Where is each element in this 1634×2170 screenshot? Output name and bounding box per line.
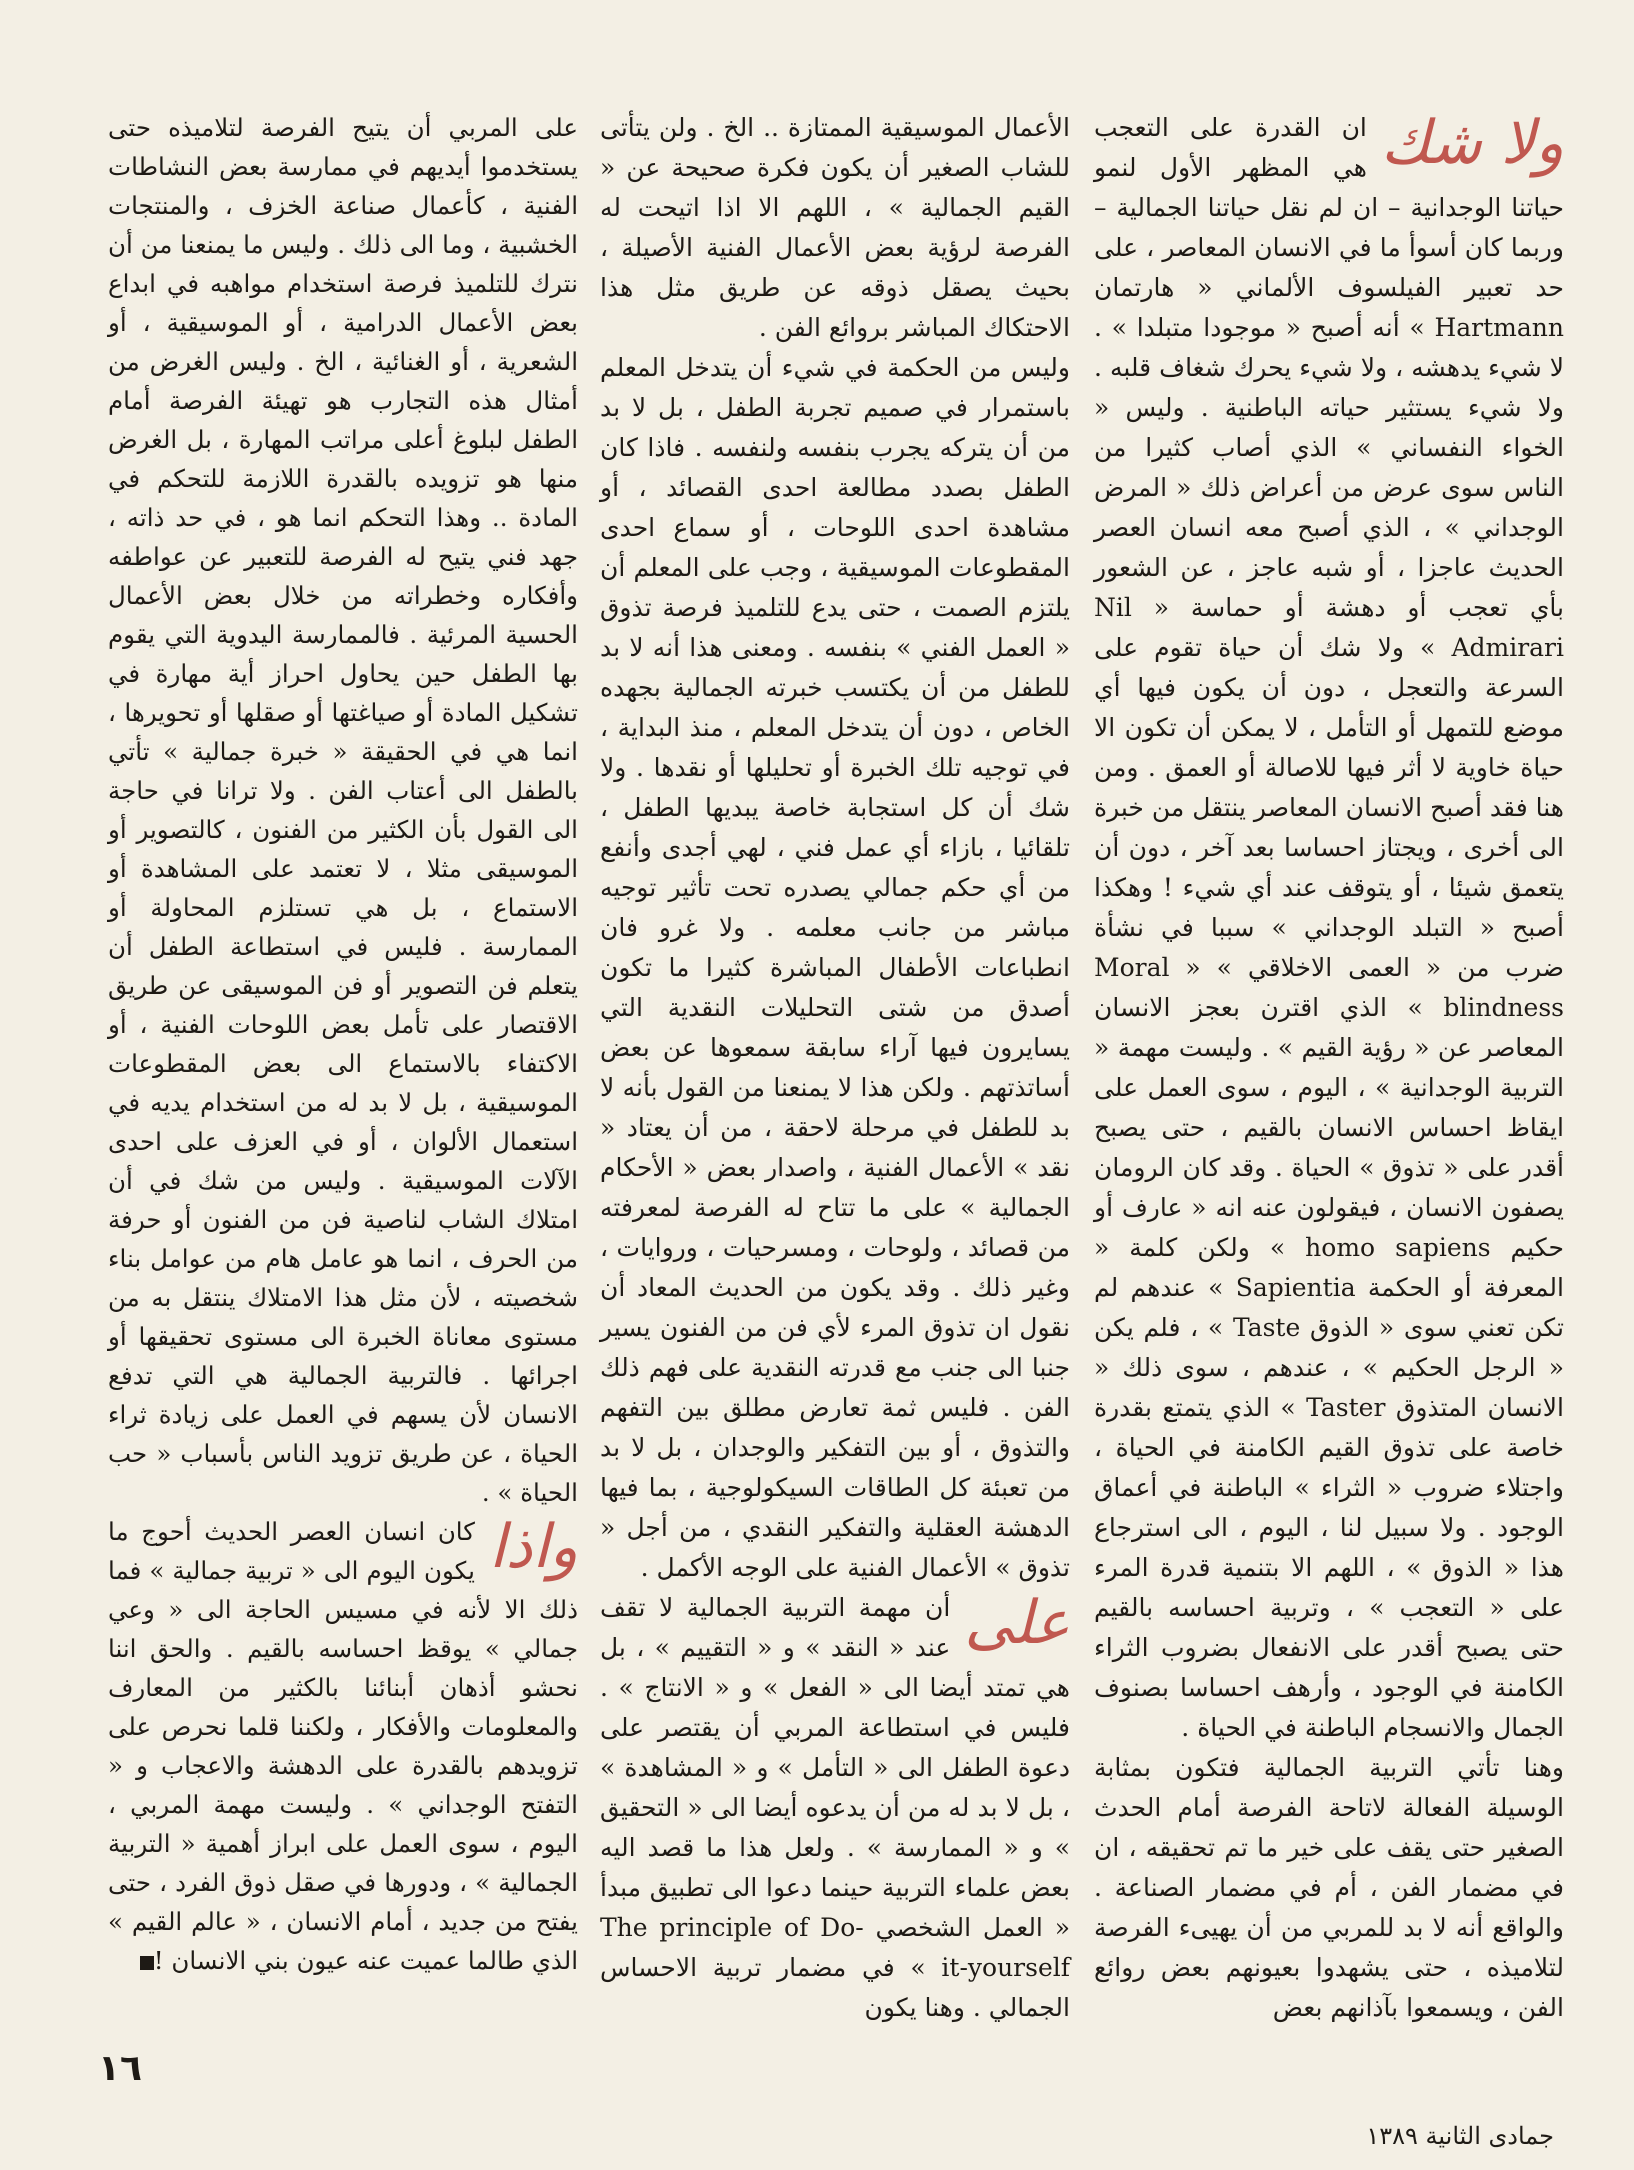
article-column-left: [108, 108, 578, 1980]
section-dropcap-wala-shak: ولا شك: [1380, 108, 1564, 178]
paragraph: وهنا تأتي التربية الجمالية فتكون بمثابة الوسيلة الفعالة لاتاحة الفرصة أمام الحدث الصغير حتى يقف على خير ما تم تحقيقه ، ان في مضمار الفن ، أم في مضمار الصناعة . والواقع أنه لا بد للمربي من أن يهيىء الفرصة لتلاميذه ، حتى يشهدوا بعيونهم بعض روائع الفن ، ويسمعوا بآذانهم بعض: [1094, 1753, 1564, 2022]
paragraph: ان القدرة على التعجب هي المظهر الأول لنمو حياتنا الوجدانية – ان لم نقل حياتنا الجمالية – وربما كان أسوأ ما في الانسان المعاصر ، على حد تعبير الفيلسوف الألماني « هارتمان Hartmann » أنه أصبح « موجودا متبلدا » . لا شيء يدهشه ، ولا شيء يحرك شغاف قلبه . ولا شيء يستثير حياته الباطنية . وليس « الخواء النفساني » الذي أصاب كثيرا من الناس سوى عرض من أعراض ذلك « المرض الوجداني » ، الذي أصبح معه انسان العصر الحديث عاجزا ، أو شبه عاجز ، عن الشعور بأي تعجب أو دهشة أو حماسة « Nil Admirari » ولا شك أن حياة تقوم على السرعة والتعجل ، دون أن يكون فيها أي موضع للتمهل أو التأمل ، لا يمكن أن تكون الا حياة خاوية لا أثر فيها للاصالة أو العمق . ومن هنا فقد أصبح الانسان المعاصر ينتقل من خبرة الى أخرى ، ويجتاز احساسا بعد آخر ، دون أن يتعمق شيئا ، أو يتوقف عند أي شيء ! وهكذا أصبح « التبلد الوجداني » سببا في نشأة ضرب من « العمى الاخلاقي » « Moral blindness » الذي اقترن بعجز الانسان المعاصر عن « رؤية القيم » . وليست مهمة « التربية الوجدانية » ، اليوم ، سوى العمل على ايقاظ احساس الانسان بالقيم ، حتى يصبح أقدر على « تذوق » الحياة . وقد كان الرومان يصفون الانسان ، فيقولون عنه انه « عارف أو حكيم homo sapiens » ولكن كلمة « المعرفة أو الحكمة Sapientia » عندهم لم تكن تعني سوى « الذوق Taste » ، فلم يكن « الرجل الحكيم » ، عندهم ، سوى ذلك « الانسان المتذوق Taster » الذي يتمتع بقدرة خاصة على تذوق القيم الكامنة في الحياة ، واجتلاء ضروب « الثراء » الباطنة في أعماق الوجود . ولا سبيل لنا ، اليوم ، الى استرجاع هذا « الذوق » ، اللهم الا بتنمية قدرة المرء على « التعجب » ، وتربية احساسه بالقيم حتى يصبح أقدر على الانفعال بضروب الثراء الكامنة في الوجود ، وأرهف احساسا بصنوف الجمال والانسجام الباطنة في الحياة .: [1094, 113, 1564, 1742]
article-column-right: [1094, 108, 1564, 2028]
end-of-article-mark: [140, 1956, 154, 1970]
issue-date: جمادى الثانية ١٣٨٩: [1366, 2122, 1554, 2150]
paragraph: [108, 1512, 578, 1980]
page-number: ١٦: [98, 2048, 142, 2089]
paragraph: أن مهمة التربية الجمالية لا تقف عند « النقد » و « التقييم » ، بل هي تمتد أيضا الى « الفعل » و « الانتاج » . فليس في استطاعة المربي أن يقتصر على دعوة الطفل الى « التأمل » و « المشاهدة » ، بل لا بد له من أن يدعوه أيضا الى « التحقيق » و « الممارسة » . ولعل هذا ما قصد اليه بعض علماء التربية حينما دعوا الى تطبيق مبدأ « العمل الشخصي The principle of Do-it-yourself » في مضمار تربية الاحساس الجمالي . وهنا يكون: [600, 1593, 1070, 2022]
paragraph: على المربي أن يتيح الفرصة لتلاميذه حتى يستخدموا أيديهم في ممارسة بعض النشاطات الفنية ، كأعمال صناعة الخزف ، والمنتجات الخشبية ، وما الى ذلك . وليس ما يمنعنا من أن نترك للتلميذ فرصة استخدام مواهبه في ابداع بعض الأعمال الدرامية ، أو الموسيقية ، أو الشعرية ، أو الغنائية ، الخ . وليس الغرض من أمثال هذه التجارب هو تهيئة الفرصة أمام الطفل لبلوغ أعلى مراتب المهارة ، بل الغرض منها هو تزويده بالقدرة اللازمة للتحكم في المادة .. وهذا التحكم انما هو ، في حد ذاته ، جهد فني يتيح له الفرصة للتعبير عن عواطفه وأفكاره وخطراته من خلال بعض الأعمال الحسية المرئية . فالممارسة اليدوية التي يقوم بها الطفل حين يحاول احراز أية مهارة في تشكيل المادة أو صياغتها أو صقلها أو تحويرها ، انما هي في الحقيقة « خبرة جمالية » تأتي بالطفل الى أعتاب الفن . ولا ترانا في حاجة الى القول بأن الكثير من الفنون ، كالتصوير أو الموسيقى مثلا ، لا تعتمد على المشاهدة أو الاستماع ، بل هي تستلزم المحاولة أو الممارسة . فليس في استطاعة الطفل أن يتعلم فن التصوير أو فن الموسيقى عن طريق الاقتصار على تأمل بعض اللوحات الفنية ، أو الاكتفاء بالاستماع الى بعض المقطوعات الموسيقية ، بل لا بد له من استخدام يديه في استعمال الألوان ، أو في العزف على احدى الآلات الموسيقية . وليس من شك في أن امتلاك الشاب لناصية فن من الفنون أو حرفة من الحرف ، انما هو عامل هام من عوامل بناء شخصيته ، لأن مثل هذا الامتلاك ينتقل به من مستوى معاناة الخبرة الى مستوى تحقيقها أو اجرائها . فالتربية الجمالية هي التي تدفع الانسان لأن يسهم في العمل على زيادة ثراء الحياة ، عن طريق تزويد الناس بأسباب « حب الحياة » .: [108, 113, 578, 1507]
paragraph-text: كان انسان العصر الحديث أحوج ما يكون اليوم الى « تربية جمالية » فما ذلك الا لأنه في مسيس الحاجة الى « وعي جمالي » يوقظ احساسه بالقيم . والحق اننا نحشو أذهان أبنائنا بالكثير من المعارف والمعلومات والأفكار ، ولكننا قلما نحرص على تزويدهم بالقدرة على الدهشة والاعجاب و « التفتح الوجداني » . وليست مهمة المربي ، اليوم ، سوى العمل على ابراز أهمية « التربية الجمالية » ، ودورها في صقل ذوق الفرد ، حتى يفتح من جديد ، أمام الانسان ، « عالم القيم » الذي طالما عميت عنه عيون بني الانسان !: [108, 1517, 578, 1975]
paragraph: الأعمال الموسيقية الممتازة .. الخ . ولن يتأتى للشاب الصغير أن يكون فكرة صحيحة عن « القيم الجمالية » ، اللهم الا اذا اتيحت له الفرصة لرؤية بعض الأعمال الفنية الأصيلة ، بحيث يصقل ذوقه عن طريق مثل هذا الاحتكاك المباشر بروائع الفن .: [600, 113, 1070, 342]
section-dropcap-ala: على: [964, 1588, 1070, 1658]
article-column-middle: [600, 108, 1070, 2028]
paragraph: وليس من الحكمة في شيء أن يتدخل المعلم باستمرار في صميم تجربة الطفل ، بل لا بد من أن يتركه يجرب بنفسه ولنفسه . فاذا كان الطفل بصدد مطالعة احدى القصائد ، أو مشاهدة احدى اللوحات ، أو سماع احدى المقطوعات الموسيقية ، وجب على المعلم أن يلتزم الصمت ، حتى يدع للتلميذ فرصة تذوق « العمل الفني » بنفسه . ومعنى هذا أنه لا بد للطفل من أن يكتسب خبرته الجمالية بجهده الخاص ، دون أن يتدخل المعلم ، منذ البداية ، في توجيه تلك الخبرة أو تحليلها أو نقدها . ولا شك أن كل استجابة خاصة يبديها الطفل ، تلقائيا ، بازاء أي عمل فني ، لهي أجدى وأنفع من أي حكم جمالي يصدره تحت تأثير توجيه مباشر من جانب معلمه . ولا غرو فان انطباعات الأطفال المباشرة كثيرا ما تكون أصدق من شتى التحليلات النقدية التي يسايرون فيها آراء سابقة سمعوها عن بعض أساتذتهم . ولكن هذا لا يمنعنا من القول بأنه لا بد للطفل في مرحلة لاحقة ، من أن يعتاد « نقد » الأعمال الفنية ، واصدار بعض « الأحكام الجمالية » على ما تتاح له الفرصة لمعرفته من قصائد ، ولوحات ، ومسرحيات ، وروايات ، وغير ذلك . وقد يكون من الحديث المعاد أن نقول ان تذوق المرء لأي فن من الفنون يسير جنبا الى جنب مع قدرته النقدية على فهم ذلك الفن . فليس ثمة تعارض مطلق بين التفهم والتذوق ، أو بين التفكير والوجدان ، بل لا بد من تعبئة كل الطاقات السيكولوجية ، بما فيها الدهشة العقلية والتفكير النقدي ، من أجل « تذوق » الأعمال الفنية على الوجه الأكمل .: [600, 353, 1070, 1582]
section-dropcap-wa-itha: واذا: [488, 1512, 578, 1582]
